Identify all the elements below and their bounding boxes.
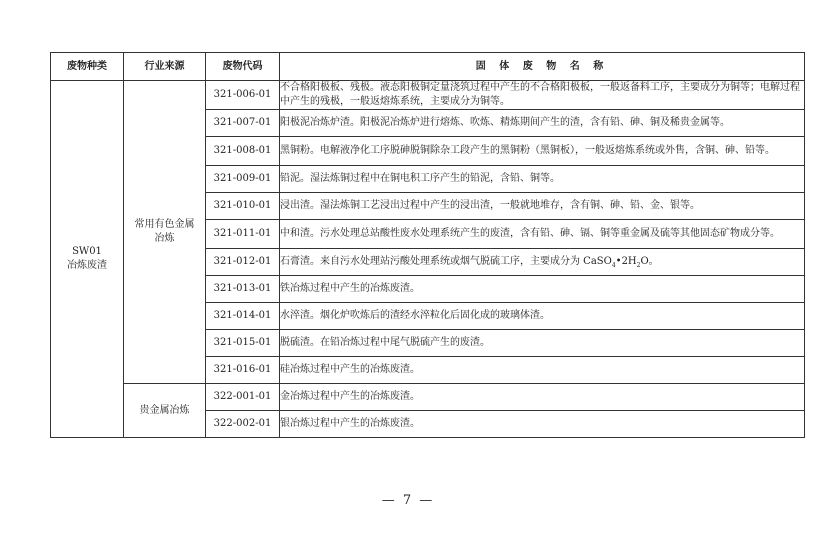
waste-code: 321-010-01 <box>206 193 280 220</box>
waste-code: 321-007-01 <box>206 110 280 137</box>
waste-code: 321-008-01 <box>206 137 280 166</box>
waste-code: 321-015-01 <box>206 330 280 357</box>
waste-description: 阳极泥冶炼炉渣。阳极泥冶炼炉进行熔炼、吹炼、精炼期间产生的渣，含有铅、砷、铜及稀贵金属等。 <box>280 110 805 137</box>
waste-description: 石膏渣。来自污水处理站污酸处理系统或烟气脱硫工序，主要成分为 $CaSO_4•2H_2O$。 <box>280 249 805 276</box>
waste-code: 321-012-01 <box>206 249 280 276</box>
waste-description: 水淬渣。烟化炉吹炼后的渣经水淬粒化后固化成的玻璃体渣。 <box>280 303 805 330</box>
waste-code: 321-016-01 <box>206 357 280 384</box>
waste-description: 铅泥。湿法炼铜过程中在铜电积工序产生的铅泥，含铅、铜等。 <box>280 166 805 193</box>
header-category: 废物种类 <box>51 53 124 81</box>
table-row <box>51 81 805 110</box>
waste-description: 脱硫渣。在铅冶炼过程中尾气脱硫产生的废渣。 <box>280 330 805 357</box>
waste-description: 硅冶炼过程中产生的冶炼废渣。 <box>280 357 805 384</box>
waste-description: 浸出渣。湿法炼铜工艺浸出过程中产生的浸出渣，一般就地堆存，含有铜、砷、铅、金、银等。 <box>280 193 805 220</box>
waste-code: 322-002-01 <box>206 411 280 438</box>
waste-code: 321-014-01 <box>206 303 280 330</box>
waste-description: 金冶炼过程中产生的冶炼废渣。 <box>280 384 805 411</box>
source-precious: 贵金属冶炼 <box>124 384 206 438</box>
category-code: SW01 <box>72 246 102 257</box>
waste-code: 322-001-01 <box>206 384 280 411</box>
header-source: 行业来源 <box>124 53 206 81</box>
category-name: 冶炼废渣 <box>67 260 107 271</box>
waste-description: 铁冶炼过程中产生的冶炼废渣。 <box>280 276 805 303</box>
waste-description: 不合格阳极板、残极。液态阳极铜定量浇筑过程中产生的不合格阳极板，一般返备料工序，主要成分为铜等；电解过程中产生的残极，一般返熔炼系统，主要成分为铜等。 <box>280 81 805 110</box>
waste-code: 321-013-01 <box>206 276 280 303</box>
solid-waste-table <box>50 52 805 438</box>
waste-code: 321-009-01 <box>206 166 280 193</box>
category-cell <box>51 81 124 438</box>
table-row <box>51 384 805 411</box>
source-nonferrous: 常用有色金属冶炼 <box>124 81 206 384</box>
page-number: — 7 — <box>381 493 435 508</box>
waste-code: 321-011-01 <box>206 220 280 249</box>
waste-code: 321-006-01 <box>206 81 280 110</box>
waste-description: 中和渣。污水处理总站酸性废水处理系统产生的废渣，含有铅、砷、镉、铜等重金属及硫等其他固态矿物成分等。 <box>280 220 805 249</box>
waste-description: 银冶炼过程中产生的冶炼废渣。 <box>280 411 805 438</box>
header-code: 废物代码 <box>206 53 280 81</box>
waste-description: 黑铜粉。电解液净化工序脱砷脱铜除杂工段产生的黑铜粉（黑铜板），一般返熔炼系统或外售，含铜、砷、铅等。 <box>280 137 805 166</box>
header-name: 固 体 废 物 名 称 <box>280 53 805 81</box>
